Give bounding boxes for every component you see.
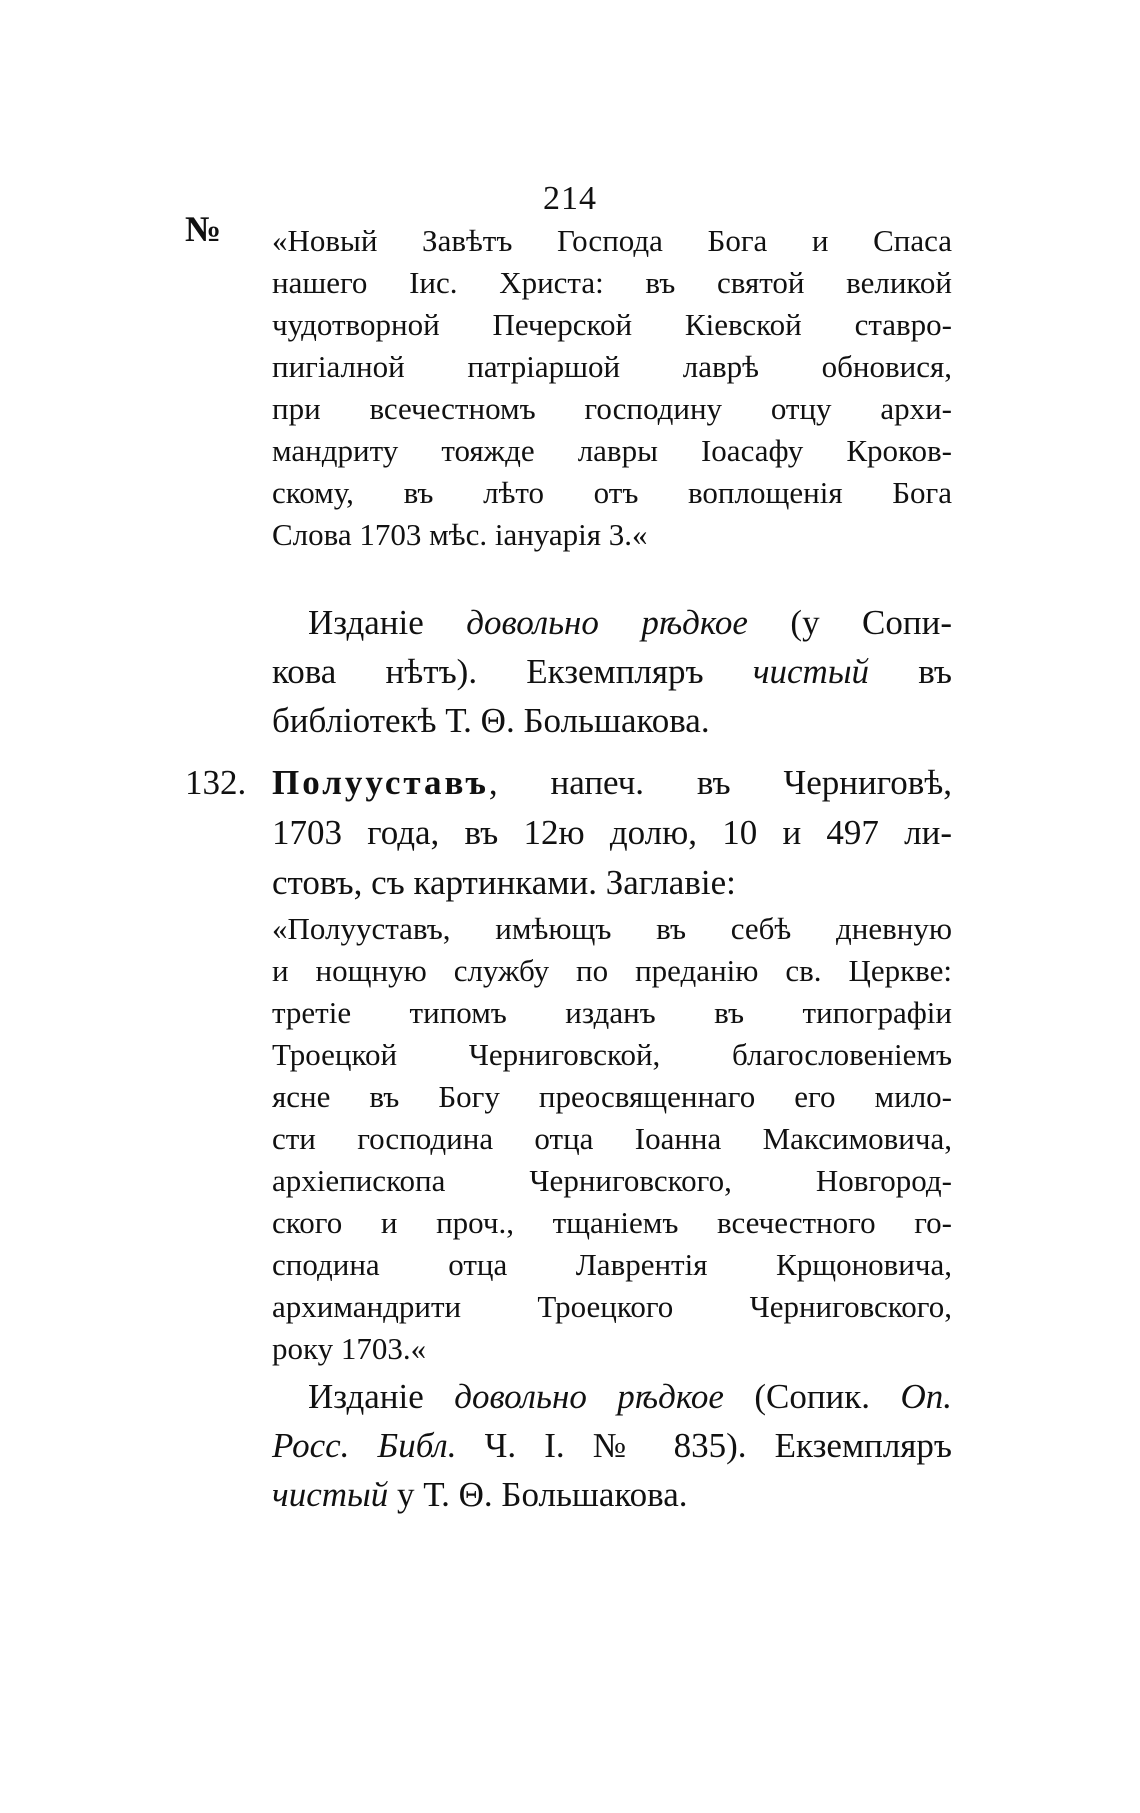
note-italic: чистый: [272, 1475, 389, 1514]
quote-2-line: сподина отца Лаврентія Крщоновича,: [272, 1247, 952, 1282]
note-text: (у Сопи-: [747, 603, 952, 642]
quote-1-line: нашего Іис. Христа: въ святой великой: [272, 265, 952, 300]
quote-2-line: ского и проч., тщаніемъ всечестного го-: [272, 1205, 952, 1240]
quote-1-line: «Новый Завѣтъ Господа Бога и Спаса: [272, 223, 952, 258]
entry-line: стовъ, съ картинками. Заглавіе:: [272, 863, 736, 902]
number-sign-mark: №: [185, 209, 222, 249]
note-italic: довольно рѣдкое: [454, 1377, 724, 1416]
note-italic: довольно рѣдкое: [466, 603, 748, 642]
note-text: (Сопик.: [723, 1377, 901, 1416]
quote-1-line: пигіалной патріаршой лаврѣ обновися,: [272, 349, 952, 384]
quote-2-line: и нощную службу по преданію св. Церкве:: [272, 953, 952, 988]
note-text: въ: [869, 652, 952, 691]
quote-1-line: скому, въ лѣто отъ воплощенія Бога: [272, 475, 952, 510]
note-2-line: [272, 1372, 952, 1421]
quote-2-line: третіе типомъ изданъ въ типографіи: [272, 995, 952, 1030]
entry-title-word: Полууставъ: [272, 763, 489, 802]
quote-1-line: Слова 1703 мѣс. іануарія 3.«: [272, 517, 648, 552]
entry-line: 1703 года, въ 12ю долю, 10 и 497 ли-: [272, 813, 952, 852]
quote-2-line: архимандрити Троецкого Черниговского,: [272, 1289, 952, 1324]
note-italic: чистый: [752, 652, 870, 691]
note-text: Ч. I. № 835). Екземпляръ: [456, 1426, 952, 1465]
quote-1-line: мандриту тояжде лавры Іоасафу Кроков-: [272, 433, 952, 468]
edition-note-2: [272, 1372, 952, 1519]
note-2-line: [272, 1421, 952, 1470]
title-quote-2: [272, 908, 952, 1370]
entry-number: 132.: [185, 763, 247, 802]
quote-1-line: чудотворной Печерской Кіевской ставро-: [272, 307, 952, 342]
note-italic: Росс. Библ.: [272, 1426, 457, 1465]
entry-132-heading: [272, 758, 952, 908]
note-text: у Т. Θ. Большакова.: [388, 1475, 688, 1514]
quote-1-line: при всечестномъ господину отцу архи-: [272, 391, 952, 426]
note-1-line: библіотекѣ Т. Θ. Большакова.: [272, 701, 710, 740]
note-italic: Оп.: [900, 1377, 952, 1416]
entry-line: [272, 758, 952, 808]
note-text: кова нѣтъ). Екземпляръ: [272, 652, 753, 691]
note-1-line: [272, 598, 952, 647]
title-quote-1: [272, 220, 952, 556]
entry-text: , напеч. въ Черниговѣ,: [488, 763, 952, 802]
note-text: Изданіе: [308, 1377, 455, 1416]
quote-2-line: «Полууставъ, имѣющъ въ себѣ дневную: [272, 911, 952, 946]
note-text: Изданіе: [308, 603, 467, 642]
quote-2-line: ясне въ Богу преосвященнаго его мило-: [272, 1079, 952, 1114]
quote-2-line: Троецкой Черниговской, благословеніемъ: [272, 1037, 952, 1072]
quote-2-line: року 1703.«: [272, 1331, 427, 1366]
quote-2-line: архіепископа Черниговского, Новгород-: [272, 1163, 952, 1198]
page-number: 214: [543, 180, 597, 217]
edition-note-1: [272, 598, 952, 745]
note-2-line: [272, 1470, 952, 1519]
note-1-line: [272, 647, 952, 696]
quote-2-line: сти господина отца Іоанна Максимовича,: [272, 1121, 952, 1156]
